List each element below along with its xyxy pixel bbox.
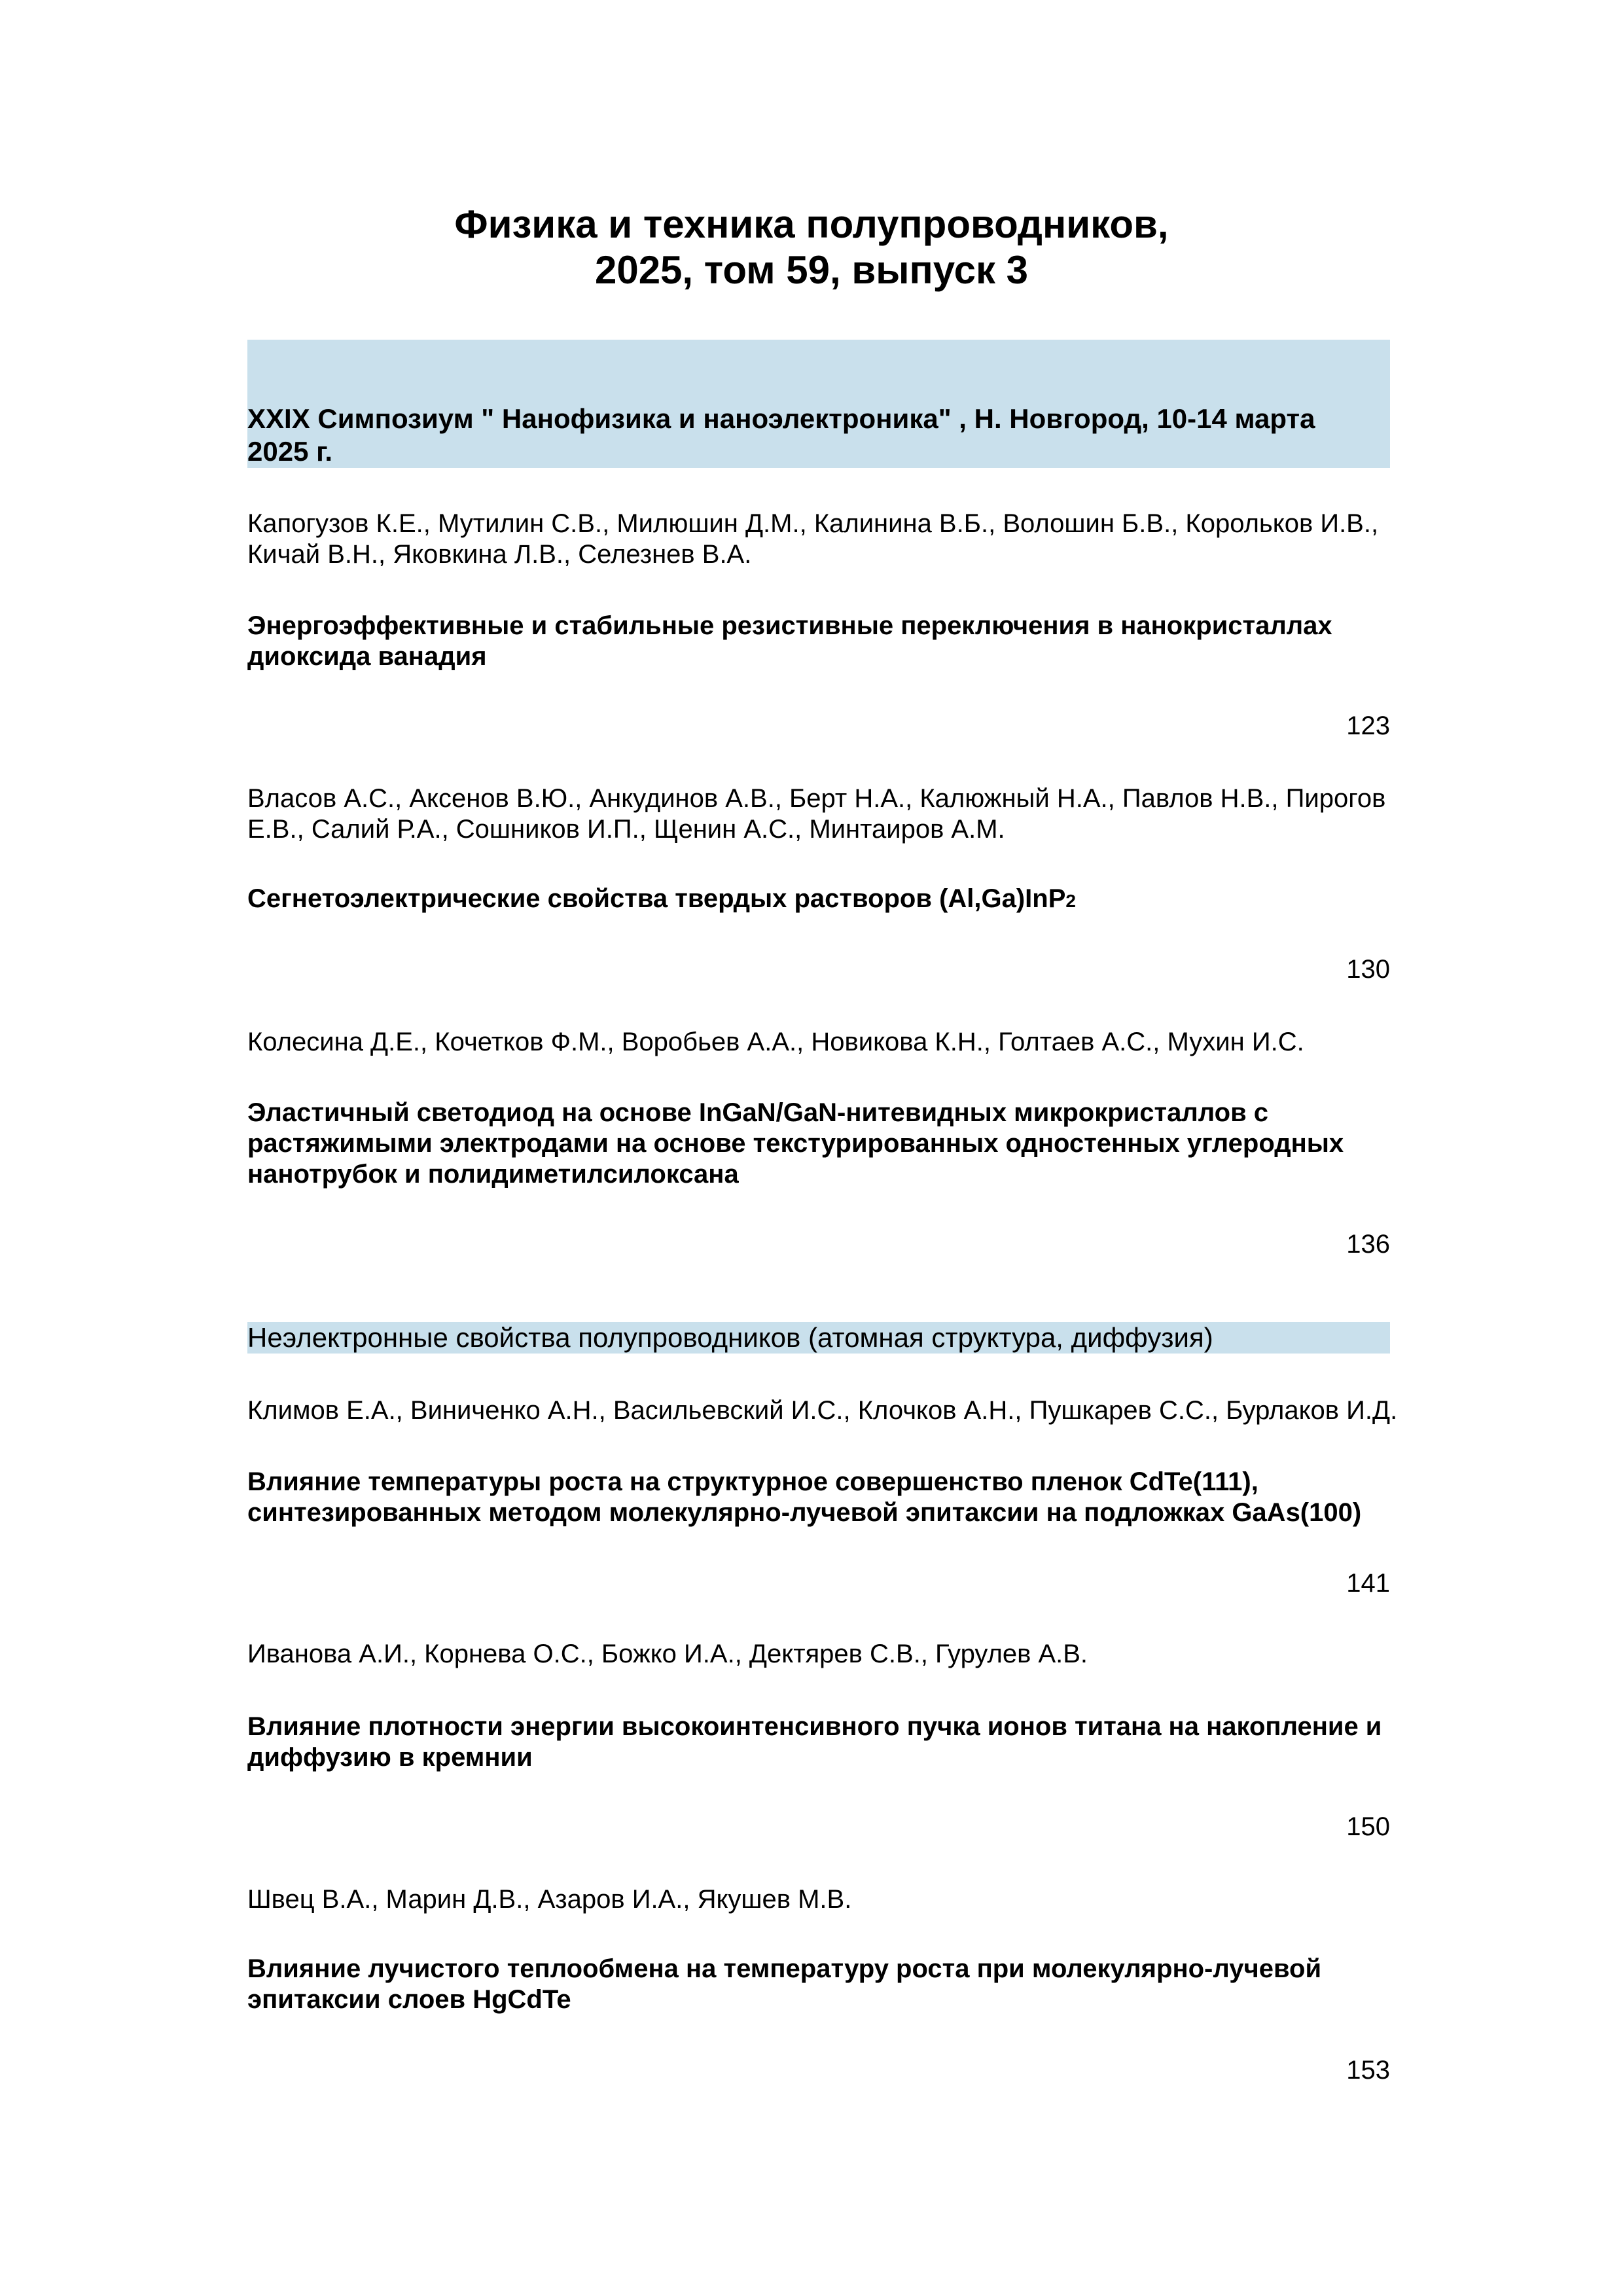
article-title-link[interactable]: нанотрубок и полидиметилсилоксана <box>247 1160 739 1189</box>
article-title-link[interactable]: диоксида ванадия <box>247 642 487 671</box>
article-page-number: 123 <box>1346 711 1390 740</box>
article-authors: Е.В., Салий Р.А., Сошников И.П., Щенин А.С., Минтаиров А.М. <box>247 815 1005 844</box>
article-title-link[interactable]: растяжимыми электродами на основе текстурированных одностенных углеродных <box>247 1129 1344 1158</box>
article-authors: Кичай В.Н., Яковкина Л.В., Селезнев В.А. <box>247 540 752 569</box>
journal-title-line: Физика и техника полупроводников, <box>454 202 1169 246</box>
article-title-link[interactable]: синтезированных методом молекулярно-лучевой эпитаксии на подложках GaAs(100) <box>247 1498 1362 1527</box>
article-title-text: Сегнетоэлектрические свойства твердых растворов (Al,Ga)InP <box>247 884 1066 913</box>
article-title-link[interactable]: Эластичный светодиод на основе InGaN/GaN-нитевидных микрокристаллов с <box>247 1098 1269 1127</box>
journal-issue-line: 2025, том 59, выпуск 3 <box>594 248 1029 292</box>
section-heading: 2025 г. <box>247 436 333 467</box>
article-authors: Иванова А.И., Корнева О.С., Божко И.А., Дектярев С.В., Гурулев А.В. <box>247 1640 1088 1668</box>
article-title-link[interactable]: эпитаксии слоев HgCdTe <box>247 1985 571 2014</box>
article-authors: Капогузов К.Е., Мутилин С.В., Милюшин Д.М., Калинина В.Б., Волошин Б.В., Корольков И.В., <box>247 509 1379 538</box>
article-title-link[interactable]: Влияние плотности энергии высокоинтенсивного пучка ионов титана на накопление и <box>247 1712 1382 1741</box>
article-authors: Колесина Д.Е., Кочетков Ф.М., Воробьев А.А., Новикова К.Н., Голтаев А.С., Мухин И.С. <box>247 1028 1304 1056</box>
article-page-number: 153 <box>1346 2056 1390 2085</box>
article-title-link[interactable]: диффузию в кремнии <box>247 1743 533 1772</box>
article-title-subscript: 2 <box>1065 891 1076 911</box>
article-title-link[interactable]: Влияние лучистого теплообмена на температуру роста при молекулярно-лучевой <box>247 1954 1322 1983</box>
article-page-number: 150 <box>1346 1812 1390 1841</box>
article-page-number: 141 <box>1346 1569 1390 1598</box>
article-authors: Климов Е.А., Виниченко А.Н., Васильевский И.С., Клочков А.Н., Пушкарев С.С., Бурлаков И.Д. <box>247 1396 1398 1425</box>
article-title-link[interactable]: Влияние температуры роста на структурное совершенство пленок CdTe(111), <box>247 1467 1258 1496</box>
article-page-number: 136 <box>1346 1230 1390 1259</box>
section-heading: Неэлектронные свойства полупроводников (атомная структура, диффузия) <box>247 1322 1213 1353</box>
section-heading: XXIX Симпозиум " Нанофизика и наноэлектроника" , Н. Новгород, 10-14 марта <box>247 403 1315 434</box>
article-title-link[interactable]: Энергоэффективные и стабильные резистивные переключения в нанокристаллах <box>247 611 1332 640</box>
article-authors: Швец В.А., Марин Д.В., Азаров И.А., Якушев М.В. <box>247 1885 852 1914</box>
article-authors: Власов А.С., Аксенов В.Ю., Анкудинов А.В., Берт Н.А., Калюжный Н.А., Павлов Н.В., Пирогов <box>247 784 1386 813</box>
article-page-number: 130 <box>1346 955 1390 984</box>
article-title-link[interactable] <box>247 884 1076 916</box>
